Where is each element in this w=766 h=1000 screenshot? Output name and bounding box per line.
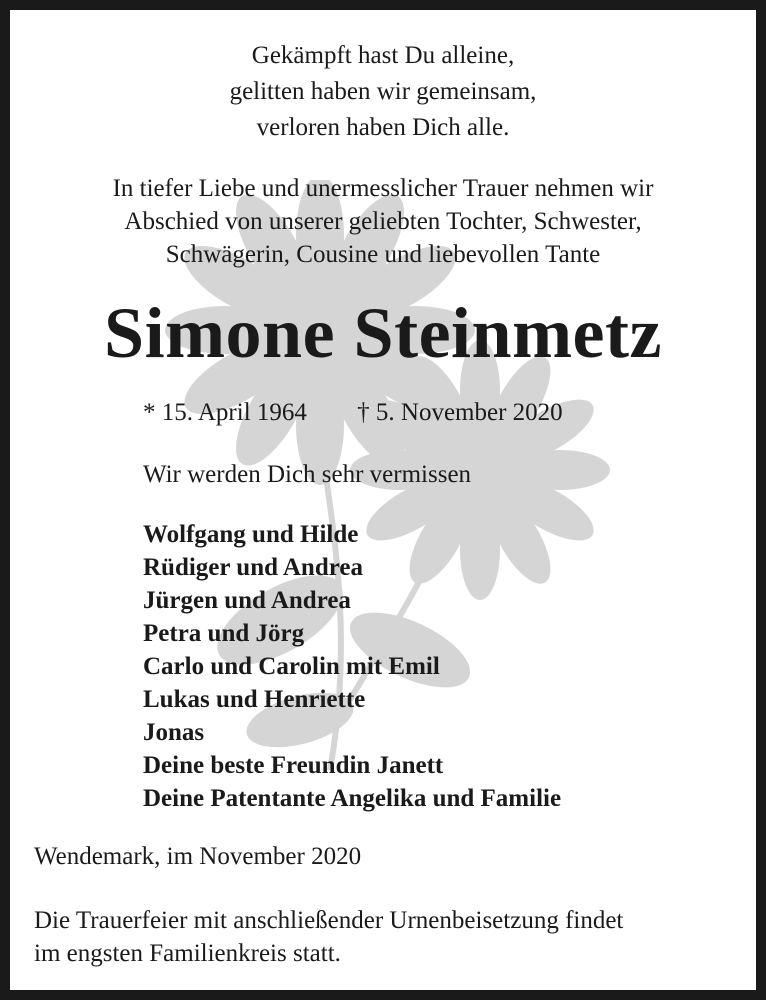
mourner-item: Lukas und Henriette [143, 686, 366, 713]
life-dates [143, 398, 563, 428]
mourner-item: Carlo und Carolin mit Emil [143, 653, 440, 680]
verse-line: Gekämpft hast Du alleine, [251, 42, 515, 69]
deceased-name: Simone Steinmetz [104, 293, 662, 373]
intro-text [10, 172, 756, 271]
mourner-item: Deine Patentante Angelika und Familie [143, 785, 562, 812]
mourner-item: Deine beste Freundin Janett [143, 752, 444, 779]
notice-line: im engsten Familienkreis statt. [34, 940, 341, 967]
mourner-item: Jonas [143, 719, 205, 746]
death-date: † 5. November 2020 [357, 399, 563, 426]
mourners-list [143, 518, 561, 815]
miss-line: Wir werden Dich sehr vermissen [143, 461, 472, 488]
place-and-date: Wendemark, im November 2020 [34, 843, 362, 870]
mourner-item: Jürgen und Andrea [143, 587, 351, 614]
funeral-notice [34, 904, 744, 970]
intro-line: Abschied von unserer geliebten Tochter, Schwester, [124, 208, 642, 235]
mourner-item: Rüdiger und Andrea [143, 554, 363, 581]
intro-line: In tiefer Liebe und unermesslicher Trauer nehmen wir [112, 175, 654, 202]
intro-line: Schwägerin, Cousine und liebevollen Tante [165, 241, 601, 268]
mourner-item: Petra und Jörg [143, 620, 305, 647]
notice-line: Die Trauerfeier mit anschließender Urnenbeisetzung findet [34, 907, 624, 934]
mourner-item: Wolfgang und Hilde [143, 521, 359, 548]
verse-line: gelitten haben wir gemeinsam, [229, 78, 537, 105]
memorial-verse [10, 38, 756, 146]
verse-line: verloren haben Dich alle. [256, 114, 510, 141]
notice-content [10, 10, 756, 990]
birth-date: * 15. April 1964 [143, 399, 307, 426]
